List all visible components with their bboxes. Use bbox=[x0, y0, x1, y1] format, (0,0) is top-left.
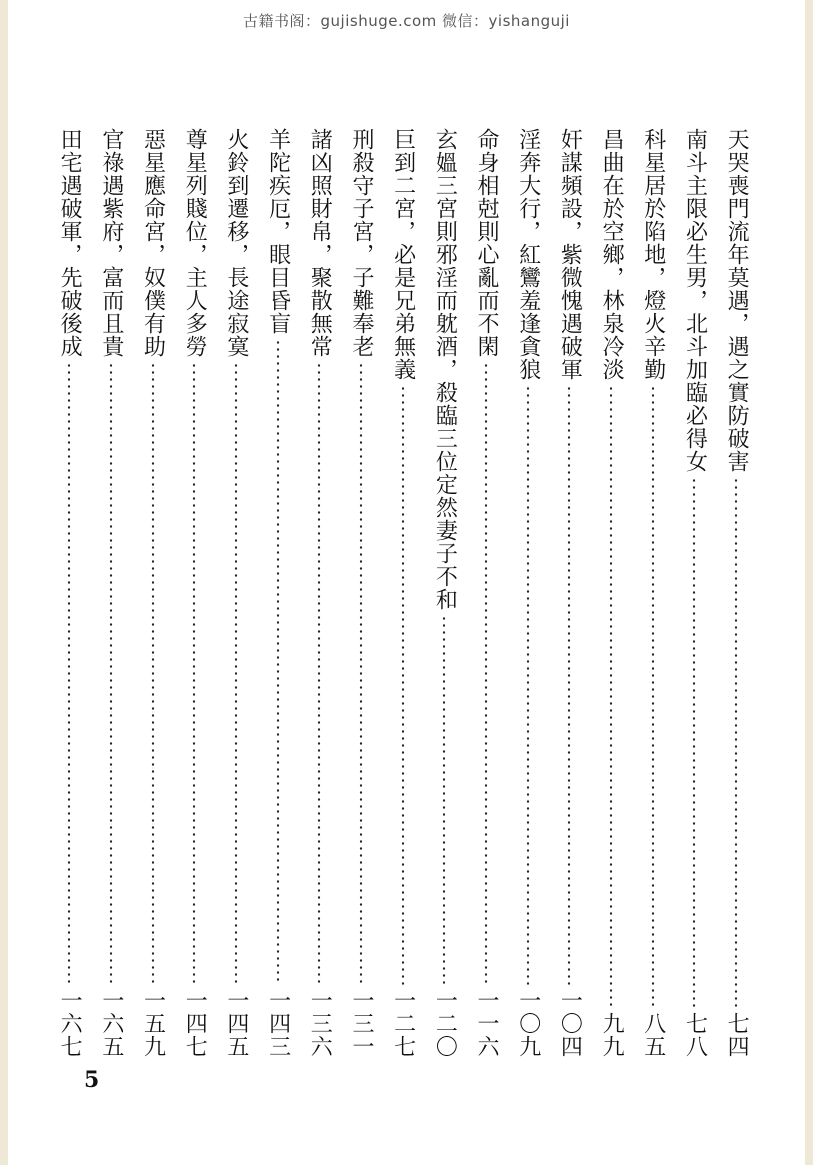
toc-entry-page: 一一六 bbox=[474, 989, 500, 1058]
toc-entry bbox=[465, 128, 507, 1058]
toc-entry-page: 一〇四 bbox=[557, 989, 583, 1058]
toc-entry bbox=[298, 128, 340, 1058]
dot-leader bbox=[525, 385, 531, 985]
dot-leader bbox=[316, 362, 322, 985]
toc-entry-title: 惡星應命宮，奴僕有助 bbox=[140, 128, 166, 358]
dot-leader bbox=[566, 385, 572, 985]
toc-entry-page: 一三一 bbox=[348, 989, 374, 1058]
toc-entry-title: 南斗主限必生男，北斗加臨必得女 bbox=[682, 128, 708, 473]
toc-entry-title: 巨到二宮，必是兄弟無義 bbox=[390, 128, 416, 381]
dot-leader bbox=[400, 385, 406, 985]
toc-entry-page: 一〇九 bbox=[515, 989, 541, 1058]
toc-entry-page: 一四七 bbox=[182, 989, 208, 1058]
toc-entry bbox=[382, 128, 424, 1058]
watermark: 古籍书阁：gujishuge.com 微信：yishanguji bbox=[243, 12, 570, 30]
toc-entry-title: 淫奔大行，紅鸞羞逢貪狼 bbox=[515, 128, 541, 381]
toc-entry-title: 玄媼三宮則邪淫而躭酒，殺臨三位定然妻子不和 bbox=[432, 128, 458, 611]
toc-entry-page: 一二〇 bbox=[432, 989, 458, 1058]
dot-leader bbox=[441, 615, 447, 985]
toc-entry-page: 一二七 bbox=[390, 989, 416, 1058]
toc-entry-page: 一六七 bbox=[57, 989, 83, 1058]
dot-leader bbox=[66, 362, 72, 985]
dot-leader bbox=[483, 362, 489, 985]
dot-leader bbox=[608, 385, 614, 1008]
toc-entry-page: 一三六 bbox=[307, 989, 333, 1058]
dot-leader bbox=[733, 477, 739, 1008]
toc-entry-title: 命身相尅則心亂而不閑 bbox=[474, 128, 500, 358]
page-number: 5 bbox=[84, 1067, 100, 1093]
toc-entry-page: 一六五 bbox=[98, 989, 124, 1058]
toc-entry bbox=[340, 128, 382, 1058]
toc-entry-title: 尊星列賤位，主人多勞 bbox=[182, 128, 208, 358]
dot-leader bbox=[358, 362, 364, 985]
toc-entry bbox=[632, 128, 674, 1058]
toc-entry-title: 昌曲在於空鄉，林泉冷淡 bbox=[599, 128, 625, 381]
toc-entry-title: 羊陀疾厄，眼目昏盲 bbox=[265, 128, 291, 335]
toc-entry-title: 火鈴到遷移，長途寂寞 bbox=[223, 128, 249, 358]
table-of-contents bbox=[48, 128, 757, 1058]
toc-entry bbox=[48, 128, 90, 1058]
toc-entry-title: 官祿遇紫府，富而且貴 bbox=[98, 128, 124, 358]
toc-entry bbox=[132, 128, 174, 1058]
toc-entry-title: 科星居於陷地，燈火辛勤 bbox=[640, 128, 666, 381]
toc-entry-page: 八五 bbox=[640, 1012, 666, 1058]
dot-leader bbox=[233, 362, 239, 985]
toc-entry bbox=[590, 128, 632, 1058]
dot-leader bbox=[191, 362, 197, 985]
toc-entry-title: 刑殺守子宮，子難奉老 bbox=[348, 128, 374, 358]
toc-entry-page: 九九 bbox=[599, 1012, 625, 1058]
toc-entry-page: 一五九 bbox=[140, 989, 166, 1058]
dot-leader bbox=[275, 339, 281, 985]
toc-entry bbox=[549, 128, 591, 1058]
toc-entry bbox=[424, 128, 466, 1058]
toc-entry-title: 奸謀頻設，紫微愧遇破軍 bbox=[557, 128, 583, 381]
dot-leader bbox=[691, 477, 697, 1008]
toc-entry-page: 七四 bbox=[724, 1012, 750, 1058]
toc-entry bbox=[215, 128, 257, 1058]
dot-leader bbox=[150, 362, 156, 985]
toc-entry-title: 天哭喪門流年莫遇，遇之實防破害 bbox=[724, 128, 750, 473]
dot-leader bbox=[650, 385, 656, 1008]
toc-entry-title: 田宅遇破軍，先破後成 bbox=[57, 128, 83, 358]
dot-leader bbox=[108, 362, 114, 985]
toc-entry bbox=[173, 128, 215, 1058]
toc-entry bbox=[90, 128, 132, 1058]
toc-entry-page: 七八 bbox=[682, 1012, 708, 1058]
toc-entry bbox=[715, 128, 757, 1058]
toc-entry-page: 一四五 bbox=[223, 989, 249, 1058]
toc-entry bbox=[507, 128, 549, 1058]
toc-entry bbox=[674, 128, 716, 1058]
toc-entry-page: 一四三 bbox=[265, 989, 291, 1058]
toc-entry-title: 諸凶照財帛，聚散無常 bbox=[307, 128, 333, 358]
toc-entry bbox=[257, 128, 299, 1058]
